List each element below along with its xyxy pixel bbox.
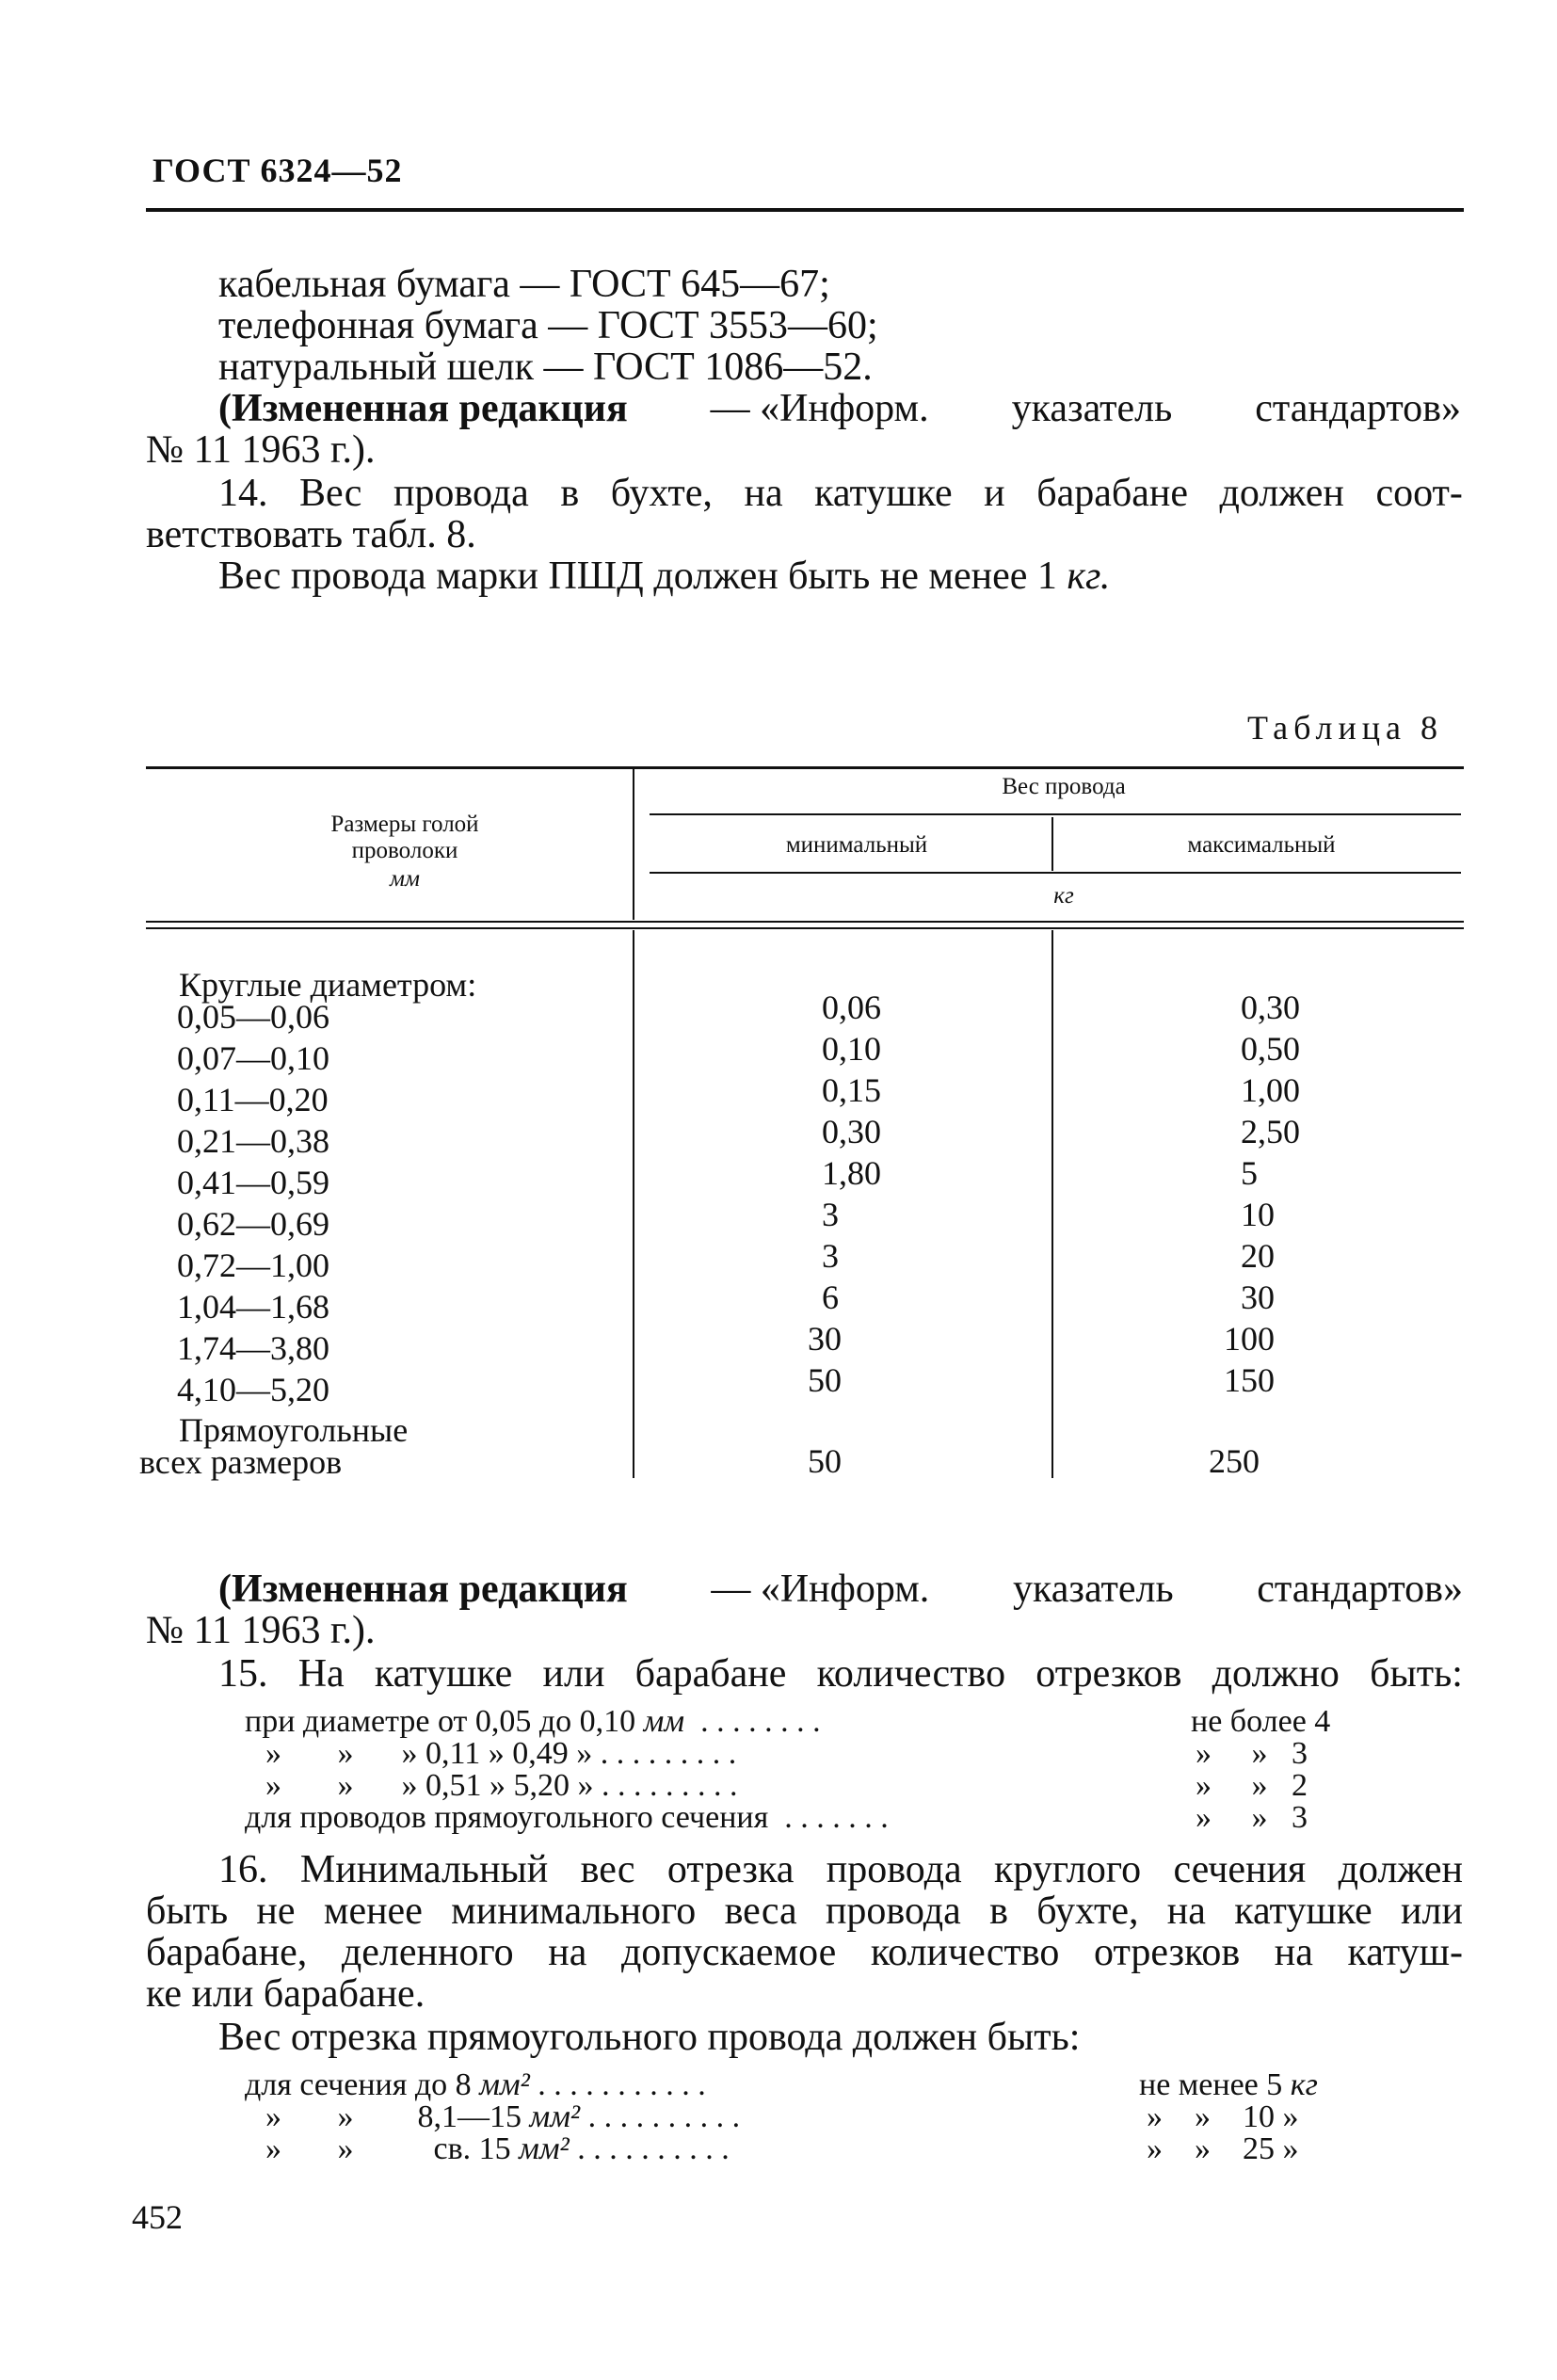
rect-max-cell: 250	[1209, 1442, 1260, 1480]
text: для проводов прямоугольного сечения	[245, 1800, 769, 1835]
text: » » св. 15	[265, 2131, 520, 2166]
word: Минимальный	[299, 1848, 549, 1891]
max-header: максимальный	[1187, 832, 1336, 858]
p16-item-2	[265, 2099, 740, 2135]
text: » » » 0,51 » 5,20 »	[265, 1768, 594, 1803]
para-16-line-3	[146, 1930, 1463, 1975]
word: катуш-	[1347, 1931, 1463, 1974]
table-title: Таблица 8	[1247, 709, 1443, 747]
leader-dots: . . . . . . .	[768, 1800, 889, 1835]
max-cell: 0,50	[1241, 1030, 1300, 1068]
word: веса	[724, 1890, 797, 1933]
intro-line-2: телефонная бумага — ГОСТ 3553—60;	[218, 304, 878, 347]
min-cell: 3	[822, 1196, 839, 1233]
para-14-line-1	[218, 471, 1463, 516]
word: провода	[825, 1890, 961, 1933]
minmax-header-rule	[650, 872, 1461, 874]
min-cell: 0,15	[822, 1071, 881, 1109]
word: минимального	[451, 1890, 697, 1933]
para-14-line-3	[218, 554, 1110, 599]
word: или	[1401, 1890, 1463, 1933]
word: 15.	[218, 1652, 268, 1696]
minmax-header-divider	[1051, 817, 1053, 871]
word: количество	[816, 1652, 1006, 1696]
leader-dots: . . . . . . . .	[684, 1704, 821, 1739]
amendment-2-line-1	[218, 1567, 1463, 1612]
size-cell: 0,21—0,38	[177, 1122, 329, 1160]
leader-dots: . . . . . . . . . .	[580, 2099, 741, 2134]
col-size-unit: мм	[390, 866, 420, 892]
word: на	[744, 472, 783, 515]
p15-item-1	[245, 1704, 821, 1740]
amendment-1-word: — «Информ.	[710, 387, 929, 430]
unit: мм²	[529, 2099, 581, 2134]
col1-body-divider	[633, 930, 634, 1478]
size-cell: 4,10—5,20	[177, 1371, 329, 1408]
p15-item-3-value: » » 2	[1196, 1768, 1308, 1803]
word: не	[256, 1890, 296, 1933]
table-top-rule	[146, 766, 1464, 769]
leader-dots: . . . . . . . . .	[592, 1736, 737, 1771]
size-cell: 0,11—0,20	[177, 1081, 329, 1118]
word: катушке	[1234, 1890, 1372, 1933]
p16-item-3-value: » » 25 »	[1147, 2131, 1299, 2166]
word: барабане,	[146, 1931, 308, 1974]
word: в	[989, 1890, 1008, 1933]
para-14-line-2: ветствовать табл. 8.	[146, 513, 476, 556]
word: в	[560, 472, 580, 515]
word: 14.	[218, 472, 268, 515]
para-15-line-1	[218, 1651, 1463, 1697]
word: должен	[1219, 472, 1344, 515]
min-cell: 0,10	[822, 1030, 881, 1068]
word: на	[1166, 1890, 1206, 1933]
size-cell: 0,05—0,06	[177, 998, 329, 1036]
word: барабане	[634, 1652, 787, 1696]
word: провода	[393, 472, 529, 515]
amendment-2-word: — «Информ.	[711, 1568, 930, 1611]
text: при диаметре от 0,05 до 0,10	[245, 1704, 644, 1739]
min-cell: 1,80	[822, 1154, 881, 1192]
word: 16.	[218, 1848, 268, 1891]
max-cell: 30	[1241, 1278, 1275, 1316]
p16-item-1	[245, 2067, 706, 2103]
word: круглого	[993, 1848, 1142, 1891]
unit: мм²	[519, 2131, 570, 2166]
word: должно	[1212, 1652, 1340, 1696]
rect-label-line-2: всех размеров	[139, 1443, 343, 1481]
amendment-1-bold: (Измененная редакция	[218, 387, 628, 430]
word: должен	[1338, 1848, 1463, 1891]
amendment-2-word: указатель	[1012, 1568, 1174, 1611]
p15-item-4-value: » » 3	[1196, 1800, 1308, 1835]
para-16-line-4: ке или барабане.	[146, 1972, 425, 2016]
word: быть	[146, 1890, 229, 1933]
size-cell: 0,07—0,10	[177, 1039, 329, 1077]
amendment-2-line-2: № 11 1963 г.).	[146, 1609, 376, 1652]
weight-header-rule	[650, 813, 1461, 815]
leader-dots: . . . . . . . . . .	[569, 2131, 730, 2166]
amendment-1-line-1	[218, 386, 1461, 431]
word: сечения	[1173, 1848, 1307, 1891]
max-cell: 150	[1224, 1361, 1275, 1399]
intro-line-1: кабельная бумага — ГОСТ 645—67;	[218, 263, 830, 306]
leader-dots: . . . . . . . . .	[593, 1768, 738, 1803]
min-cell: 0,06	[822, 989, 881, 1026]
min-cell: 6	[822, 1278, 839, 1316]
header-bottom-rule-2	[146, 927, 1464, 929]
text: » » » 0,11 » 0,49 »	[265, 1736, 593, 1771]
amendment-2-word: стандартов»	[1257, 1568, 1463, 1611]
amendment-2-bold: (Измененная редакция	[218, 1568, 628, 1611]
word: барабане	[1036, 472, 1188, 515]
p15-item-1-value: не более 4	[1191, 1704, 1331, 1739]
word: отрезков	[1094, 1931, 1241, 1974]
size-cell: 1,04—1,68	[177, 1288, 329, 1326]
word: допускаемое	[620, 1931, 837, 1974]
word: деленного	[341, 1931, 514, 1974]
text: Вес провода марки ПШД должен быть не менее 1	[218, 555, 1067, 598]
min-cell: 30	[808, 1320, 842, 1358]
word: отрезков	[1035, 1652, 1182, 1696]
word: катушке	[814, 472, 953, 515]
header-bottom-rule-1	[146, 921, 1464, 923]
word: отрезка	[666, 1848, 795, 1891]
para-16-line-1	[218, 1847, 1463, 1892]
leader-dots: . . . . . . . . . . .	[529, 2067, 706, 2102]
word: количество	[870, 1931, 1060, 1974]
max-cell: 5	[1241, 1154, 1258, 1192]
header-rule	[146, 208, 1464, 212]
text: » » 8,1—15	[265, 2099, 530, 2134]
max-cell: 2,50	[1241, 1113, 1300, 1150]
word: бухте,	[1036, 1890, 1139, 1933]
min-header: минимальный	[785, 832, 928, 858]
unit: кг	[1290, 2067, 1318, 2102]
p16-item-2-value: » » 10 »	[1147, 2099, 1299, 2134]
max-cell: 0,30	[1241, 989, 1300, 1026]
unit: мм	[643, 1704, 685, 1739]
p16-item-1-value	[1139, 2067, 1318, 2103]
group-round-label: Круглые диаметром:	[179, 966, 477, 1004]
word: и	[984, 472, 1005, 515]
para-16-line-2	[146, 1889, 1463, 1934]
min-cell: 50	[808, 1361, 842, 1399]
max-cell: 10	[1241, 1196, 1275, 1233]
min-cell: 3	[822, 1237, 839, 1275]
word: катушке	[374, 1652, 513, 1696]
col1-header-divider	[633, 769, 634, 920]
p15-item-3	[265, 1768, 738, 1804]
minmax-body-divider	[1051, 930, 1053, 1478]
p15-item-2	[265, 1736, 736, 1772]
intro-line-3: натуральный шелк — ГОСТ 1086—52.	[218, 346, 873, 389]
word: бухте,	[610, 472, 713, 515]
page-number: 452	[132, 2198, 183, 2236]
word: соот-	[1375, 472, 1463, 515]
text: для сечения до 8	[245, 2067, 480, 2102]
para-16-line-5: Вес отрезка прямоугольного провода должен быть:	[218, 2016, 1081, 2059]
p15-item-2-value: » » 3	[1196, 1736, 1308, 1771]
size-cell: 0,62—0,69	[177, 1205, 329, 1243]
size-cell: 0,72—1,00	[177, 1246, 329, 1284]
word: на	[1274, 1931, 1313, 1974]
weight-unit: кг	[1053, 883, 1074, 909]
max-cell: 1,00	[1241, 1071, 1300, 1109]
weight-header: Вес провода	[1002, 774, 1126, 799]
word: На	[297, 1652, 345, 1696]
unit-kg: кг.	[1067, 555, 1111, 598]
col-size-header: Размеры голой проволоки	[330, 812, 479, 863]
amendment-1-line-2: № 11 1963 г.).	[146, 428, 376, 472]
word: или	[542, 1652, 605, 1696]
word: вес	[580, 1848, 635, 1891]
max-cell: 100	[1224, 1320, 1275, 1358]
rect-min-cell: 50	[808, 1442, 842, 1480]
p15-item-4	[245, 1800, 889, 1836]
size-cell: 1,74—3,80	[177, 1329, 329, 1367]
rect-label-line-1: Прямоугольные	[179, 1411, 409, 1449]
word: менее	[323, 1890, 423, 1933]
word: Вес	[299, 472, 362, 515]
p16-item-3	[265, 2131, 730, 2167]
word: на	[548, 1931, 587, 1974]
max-cell: 20	[1241, 1237, 1275, 1275]
doc-header: ГОСТ 6324—52	[152, 152, 403, 189]
text: не менее 5	[1139, 2067, 1291, 2102]
size-cell: 0,41—0,59	[177, 1164, 329, 1201]
word: быть:	[1370, 1652, 1463, 1696]
min-cell: 0,30	[822, 1113, 881, 1150]
unit: мм²	[479, 2067, 530, 2102]
word: провода	[826, 1848, 962, 1891]
amendment-1-word: указатель	[1011, 387, 1173, 430]
amendment-1-word: стандартов»	[1255, 387, 1461, 430]
